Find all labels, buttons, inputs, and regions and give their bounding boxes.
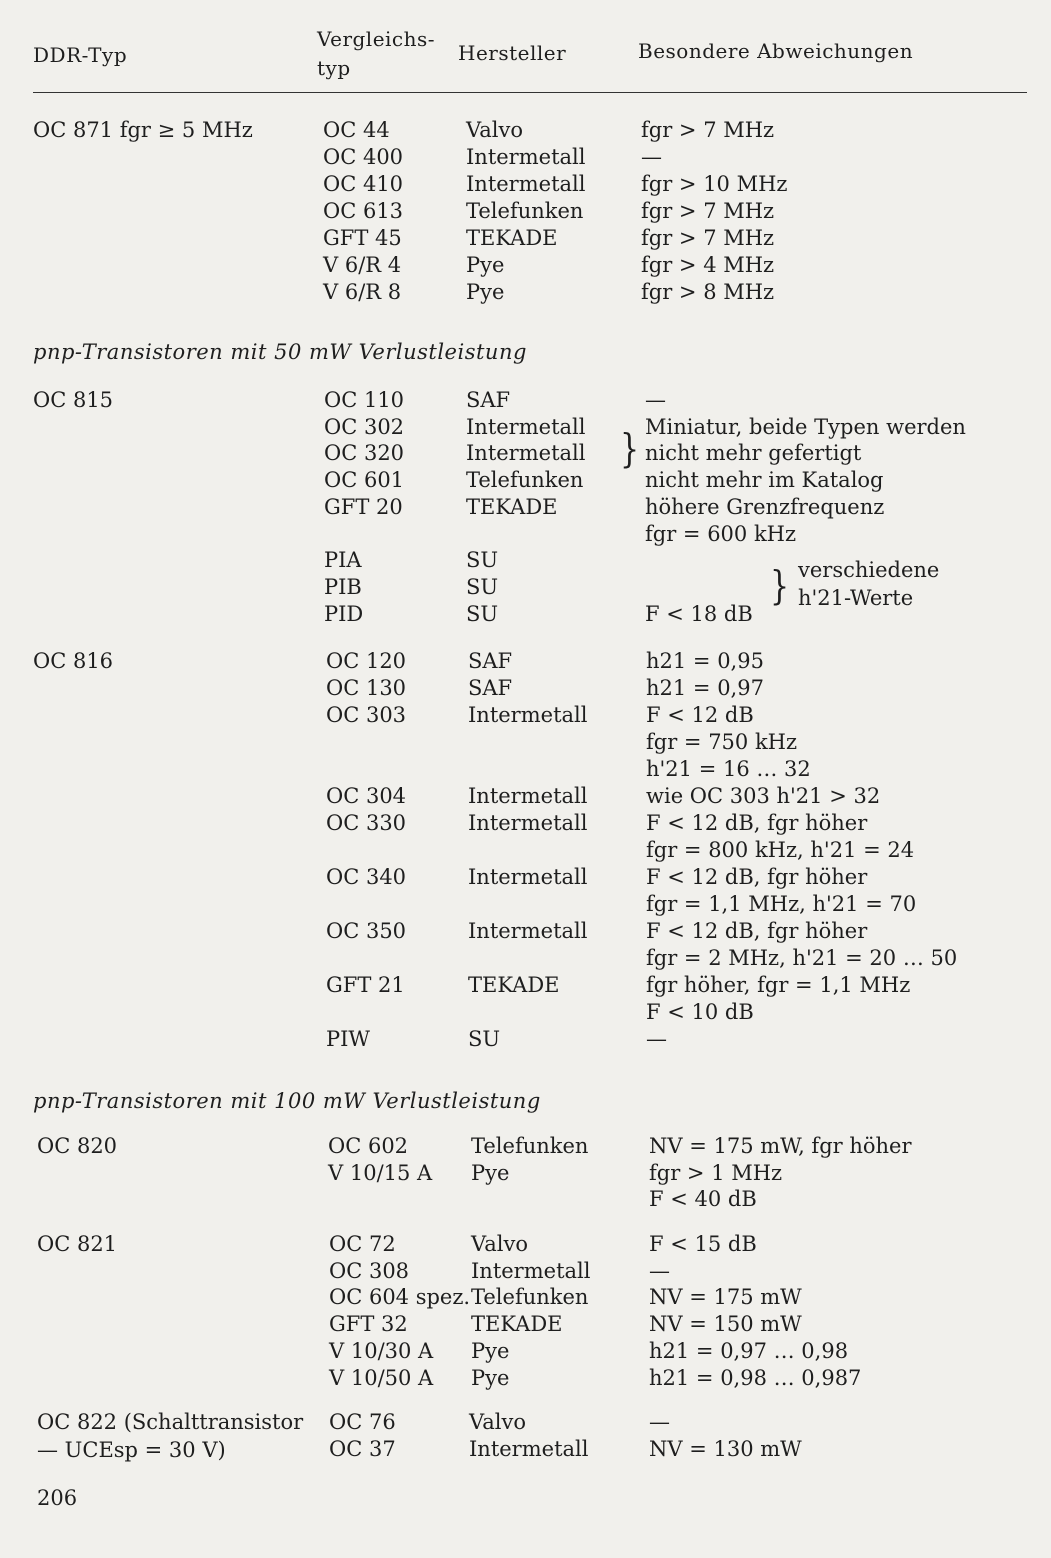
abweichung-cell: fgr > 7 MHz [641,226,775,250]
page-number: 206 [37,1486,78,1510]
header-abweichungen: Besondere Abweichungen [638,39,914,63]
abweichung-cell: wie OC 303 h'21 > 32 [646,784,881,808]
hersteller-cell: TEKADE [468,973,560,997]
vergleichstyp-cell: OC 320 [324,441,405,466]
abweichung-cell: fgr > 7 MHz [641,118,775,142]
hersteller-cell: Intermetall [466,441,586,466]
abweichung-cell: NV = 175 mW [649,1285,802,1310]
hersteller-cell: Intermetall [469,1437,589,1461]
abweichung-cell: F < 12 dB [646,703,754,727]
abweichung-cell: fgr = 1,1 MHz, h'21 = 70 [646,892,917,916]
abweichung-cell: höhere Grenzfrequenz [645,494,885,519]
abweichung-cell: — [649,1410,670,1434]
vergleichstyp-cell: OC 604 spez. [329,1285,471,1310]
vergleichstyp-cell: PIB [324,574,362,599]
vergleichstyp-cell: OC 601 [324,468,405,493]
header-vergleichstyp-1: Vergleichs- [317,27,436,51]
abweichung-cell: fgr = 600 kHz [645,521,797,546]
vergleichstyp-cell: V 6/R 4 [323,253,402,277]
abweichung-cell: — [641,145,662,169]
hersteller-cell: SU [466,574,499,599]
hersteller-cell: Valvo [471,1232,528,1256]
ddr-type: OC 822 (Schalttransistor [37,1410,304,1434]
ddr-type: OC 816 [33,649,114,673]
hersteller-cell: SAF [468,676,513,700]
hersteller-cell: TEKADE [471,1312,563,1337]
vergleichstyp-cell: OC 120 [326,649,407,673]
hersteller-cell: TEKADE [466,494,558,519]
abweichung-cell: F < 12 dB, fgr höher [646,811,868,835]
vergleichstyp-cell: OC 308 [329,1258,410,1283]
abweichung-cell: NV = 130 mW [649,1437,802,1461]
ddr-type: OC 871 fgr ≥ 5 MHz [33,118,253,142]
abweichung-cell: fgr > 7 MHz [641,199,775,223]
abweichung-cell: F < 18 dB [645,601,753,626]
abweichung-cell: fgr höher, fgr = 1,1 MHz [646,973,911,997]
hersteller-cell: SAF [466,388,511,412]
header-ddr-typ: DDR-Typ [33,43,128,67]
abweichung-cell: — [645,388,666,412]
hersteller-cell: Telefunken [471,1285,589,1310]
abweichung-cell: fgr = 750 kHz [646,730,798,754]
vergleichstyp-cell: OC 72 [329,1232,396,1256]
vergleichstyp-cell: OC 400 [323,145,404,169]
abweichung-cell: fgr > 8 MHz [641,280,775,304]
vergleichstyp-cell: OC 303 [326,703,407,727]
abweichung-cell: h21 = 0,95 [646,649,764,673]
section-title: pnp-Transistoren mit 50 mW Verlustleistung [33,340,527,364]
header-vergleichstyp-2: typ [317,56,351,80]
vergleichstyp-cell: OC 110 [324,388,405,412]
hersteller-cell: Intermetall [466,145,586,169]
vergleichstyp-cell: GFT 20 [324,494,403,519]
vergleichstyp-cell: OC 330 [326,811,407,835]
abweichung-cell: fgr = 800 kHz, h'21 = 24 [646,838,915,862]
abweichung-cell: F < 40 dB [649,1187,757,1211]
abweichung-cell: F < 15 dB [649,1232,757,1256]
abweichung-cell: h21 = 0,97 [646,676,764,700]
section-title: pnp-Transistoren mit 100 mW Verlustleistung [33,1089,541,1113]
abweichung-cell: F < 12 dB, fgr höher [646,919,868,943]
hersteller-cell: Telefunken [466,199,584,223]
hersteller-cell: Pye [466,253,505,277]
vergleichstyp-cell: OC 613 [323,199,404,223]
abweichung-cell: nicht mehr im Katalog [645,468,884,493]
vergleichstyp-cell: PID [324,601,364,626]
ddr-type: OC 820 [37,1134,118,1158]
abweichung-cell: fgr > 4 MHz [641,253,775,277]
abweichung-cell: F < 12 dB, fgr höher [646,865,868,889]
abweichung-cell: nicht mehr gefertigt [645,441,862,466]
abweichung-cell: h21 = 0,98 … 0,987 [649,1365,862,1390]
abweichung-cell: h'21 = 16 … 32 [646,757,811,781]
vergleichstyp-cell: OC 602 [328,1134,409,1158]
vergleichstyp-cell: OC 340 [326,865,407,889]
brace-symbol: } [770,564,790,610]
hersteller-cell: SAF [468,649,513,673]
vergleichstyp-cell: OC 130 [326,676,407,700]
header-hersteller: Hersteller [458,41,567,65]
hersteller-cell: Pye [471,1160,510,1185]
header-rule [33,92,1027,93]
hersteller-cell: Pye [471,1365,510,1390]
hersteller-cell: Intermetall [468,703,588,727]
abweichung-cell: NV = 150 mW [649,1312,802,1337]
vergleichstyp-cell: V 10/15 A [328,1160,433,1185]
vergleichstyp-cell: OC 76 [329,1410,396,1434]
hersteller-cell: Intermetall [468,811,588,835]
vergleichstyp-cell: GFT 21 [326,973,405,997]
hersteller-cell: Intermetall [471,1258,591,1283]
vergleichstyp-cell: V 10/30 A [329,1338,434,1363]
hersteller-cell: Valvo [466,118,523,142]
abweichung-cell: — [646,1027,667,1051]
note-text: h'21-Werte [798,586,914,610]
hersteller-cell: Intermetall [468,784,588,808]
brace-symbol: } [620,427,640,473]
ddr-type: OC 815 [33,388,114,412]
vergleichstyp-cell: GFT 45 [323,226,402,250]
hersteller-cell: Pye [466,280,505,304]
abweichung-cell: F < 10 dB [646,1000,754,1024]
vergleichstyp-cell: GFT 32 [329,1312,408,1337]
hersteller-cell: TEKADE [466,226,558,250]
hersteller-cell: Intermetall [468,919,588,943]
abweichung-cell: fgr > 1 MHz [649,1160,783,1185]
vergleichstyp-cell: OC 304 [326,784,407,808]
ddr-type: OC 821 [37,1232,118,1256]
vergleichstyp-cell: V 6/R 8 [323,280,402,304]
ddr-type: — UCEsp = 30 V) [37,1438,226,1462]
hersteller-cell: Intermetall [466,172,586,196]
abweichung-cell: — [649,1258,670,1283]
hersteller-cell: Intermetall [468,865,588,889]
abweichung-cell: NV = 175 mW, fgr höher [649,1134,912,1158]
hersteller-cell: SU [468,1027,501,1051]
vergleichstyp-cell: PIW [326,1027,371,1051]
hersteller-cell: SU [466,548,499,573]
abweichung-cell: fgr = 2 MHz, h'21 = 20 … 50 [646,946,958,970]
hersteller-cell: Intermetall [466,414,586,439]
hersteller-cell: Valvo [469,1410,526,1434]
abweichung-cell: h21 = 0,97 … 0,98 [649,1338,849,1363]
abweichung-cell: fgr > 10 MHz [641,172,788,196]
hersteller-cell: Pye [471,1338,510,1363]
vergleichstyp-cell: PIA [324,548,362,573]
vergleichstyp-cell: OC 37 [329,1437,396,1461]
vergleichstyp-cell: V 10/50 A [329,1365,434,1390]
vergleichstyp-cell: OC 302 [324,414,405,439]
vergleichstyp-cell: OC 44 [323,118,390,142]
hersteller-cell: Telefunken [471,1134,589,1158]
note-text: verschiedene [798,558,940,582]
hersteller-cell: SU [466,601,499,626]
vergleichstyp-cell: OC 350 [326,919,407,943]
hersteller-cell: Telefunken [466,468,584,493]
abweichung-cell: Miniatur, beide Typen werden [645,414,966,439]
vergleichstyp-cell: OC 410 [323,172,404,196]
